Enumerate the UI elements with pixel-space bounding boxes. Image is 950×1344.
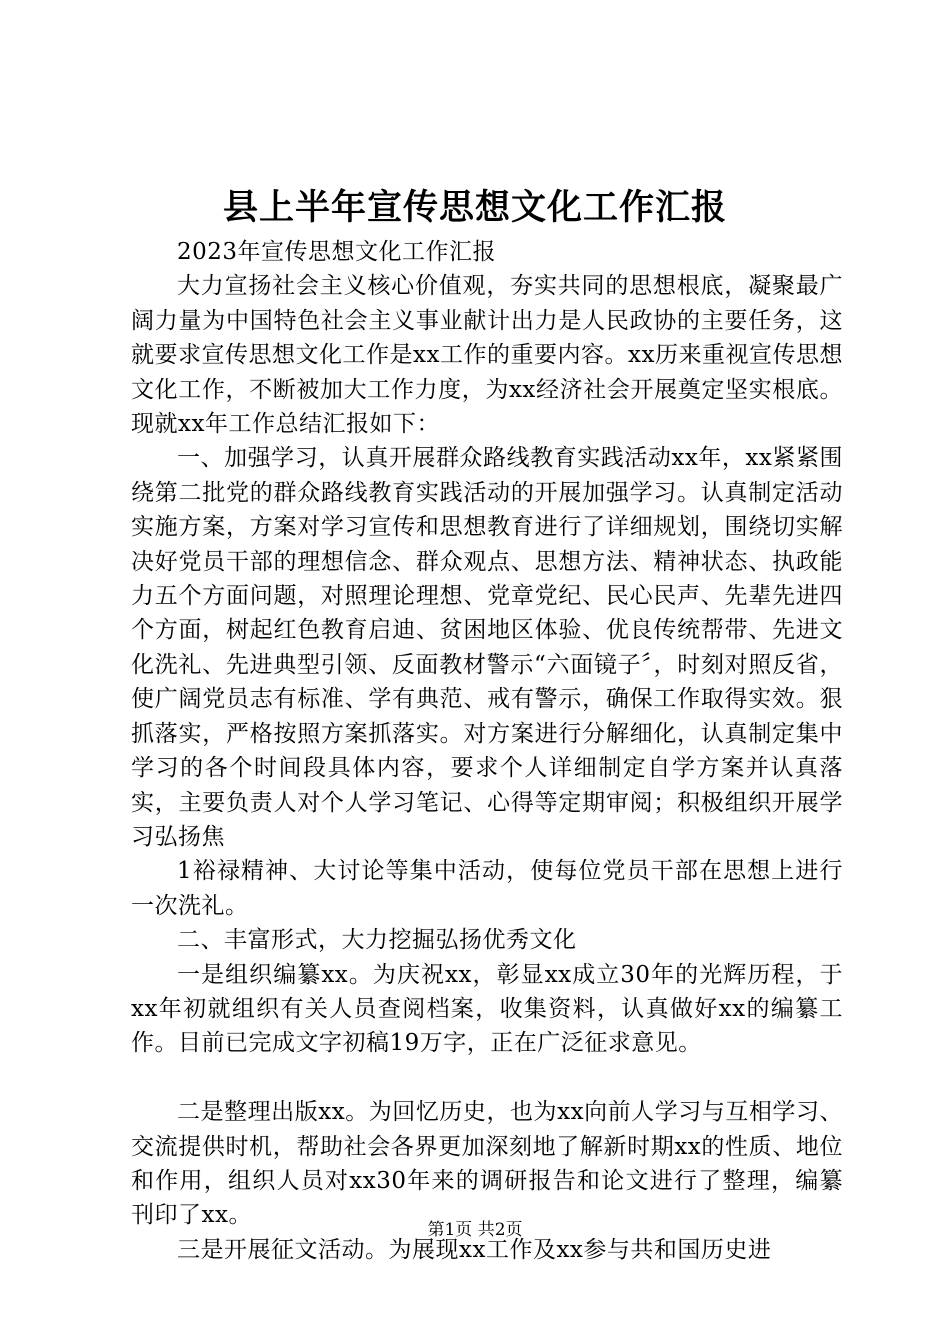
paragraph-intro: 大力宣扬社会主义核心价值观，夯实共同的思想根底，凝聚最广阔力量为中国特色社会主义事业献计出力是人民政协的主要任务，这就要求宣传思想文化工作是xx工作的重要内容。xx历来重视宣传思想文化工作，不断被加大工作力度，为xx经济社会开展奠定坚实根底。现就xx年工作总结汇报如下： xyxy=(131,273,843,438)
document-title: 县上半年宣传思想文化工作汇报 xyxy=(222,187,727,228)
paragraph-section-one-continued: 1裕禄精神、大讨论等集中活动，使每位党员干部在思想上进行一次洗礼。 xyxy=(131,858,843,919)
paragraph-section-two-heading: 二、丰富形式，大力挖掘弘扬优秀文化 xyxy=(177,927,577,954)
paragraph-item-one: 一是组织编纂xx。为庆祝xx，彰显xx成立30年的光辉历程，于xx年初就组织有关人员查阅档案，收集资料，认真做好xx的编纂工作。目前已完成文字初稿19万字，正在广泛征求意见。 xyxy=(131,961,843,1057)
paragraph-section-one: 一、加强学习，认真开展群众路线教育实践活动xx年，xx紧紧围绕第二批党的群众路线教育实践活动的开展加强学习。认真制定活动实施方案，方案对学习宣传和思想教育进行了详细规划，围绕切实解决好党员干部的理想信念、群众观点、思想方法、精神状态、执政能力五个方面问题，对照理论理想、党章党纪、民心民声、先辈先进四个方面，树起红色教育启迪、贫困地区体验、优良传统帮带、先进文化洗礼、先进典型引领、反面教材警示“六面镜子〞，时刻对照反省，使广阔党员志有标准、学有典范、戒有警示，确保工作取得实效。狠抓落实，严格按照方案抓落实。对方案进行分解细化，认真制定集中学习的各个时间段具体内容，要求个人详细制定自学方案并认真落实，主要负责人对个人学习笔记、心得等定期审阅；积极组织开展学习弘扬焦 xyxy=(131,445,843,850)
paragraph-subtitle: 2023年宣传思想文化工作汇报 xyxy=(177,239,497,265)
blank-line xyxy=(131,1061,843,1095)
page-footer: 第1页 共2页 xyxy=(427,1220,523,1240)
paragraph-item-two: 二是整理出版xx。为回忆历史，也为xx向前人学习与互相学习、交流提供时机，帮助社会各界更加深刻地了解新时期xx的性质、地位和作用，组织人员对xx30年来的调研报告和论文进行了整理，编纂刊印了xx。 xyxy=(131,1099,843,1229)
document-body xyxy=(131,235,843,1267)
paragraph-item-three: 三是开展征文活动。为展现xx工作及xx参与共和国历史进 xyxy=(177,1236,772,1263)
